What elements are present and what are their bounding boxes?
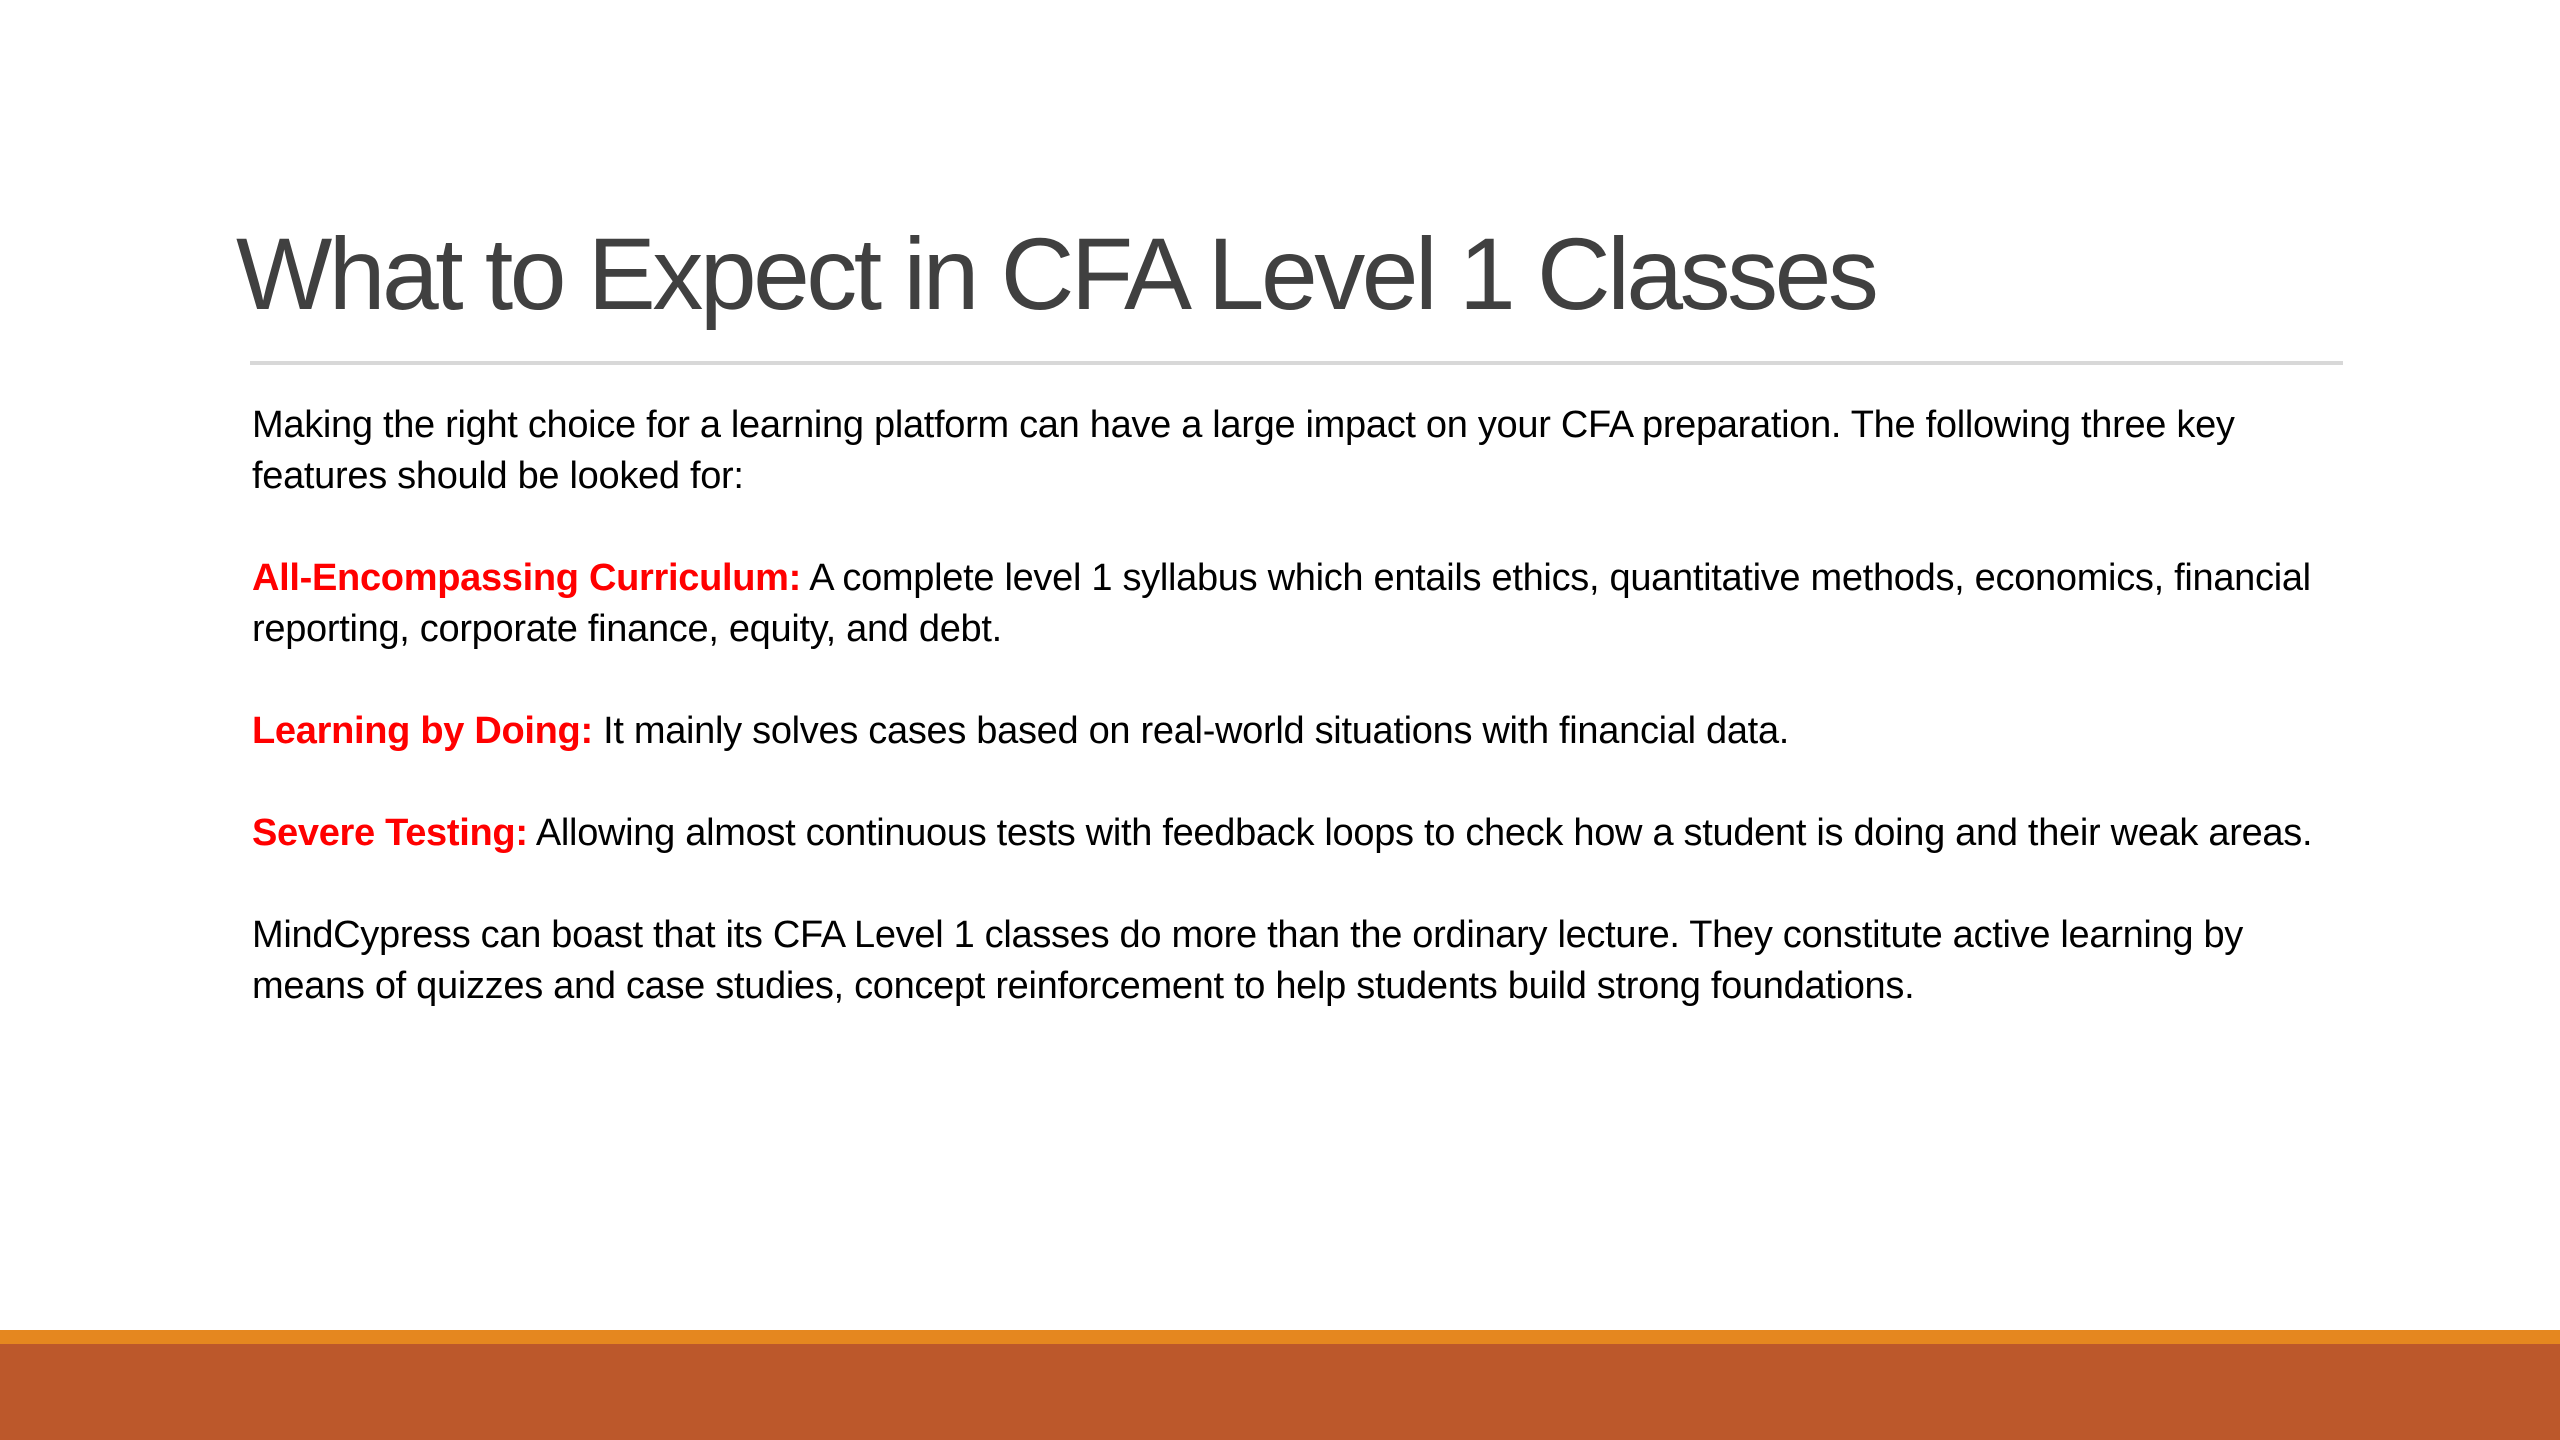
footer-accent-stripe [0,1330,2560,1344]
feature-paragraph-testing [252,808,2342,859]
feature-label: All-Encompassing Curriculum: [252,557,802,599]
feature-label: Learning by Doing: [252,710,593,752]
intro-paragraph: Making the right choice for a learning platform can have a large impact on your CFA preparation. The following three key features should be looked for: [252,404,2235,497]
slide-body [252,400,2342,1063]
feature-paragraph-curriculum [252,553,2342,655]
closing-paragraph: MindCypress can boast that its CFA Level 1 classes do more than the ordinary lecture. They constitute active learning by means of quizzes and case studies, concept reinforcement to help students build strong foundations. [252,914,2244,1007]
feature-text: Allowing almost continuous tests with feedback loops to check how a student is doing and their weak areas. [535,812,2313,854]
feature-text: It mainly solves cases based on real-world situations with financial data. [603,710,1790,752]
feature-paragraph-learning [252,706,2342,757]
footer-band [0,1344,2560,1440]
feature-label: Severe Testing: [252,812,528,854]
title-divider [250,361,2343,365]
slide-title: What to Expect in CFA Level 1 Classes [236,217,1876,331]
feature-text: A complete level 1 syllabus which entails ethics, quantitative methods, economics, financial reporting, corporate finance, equity, and debt. [252,557,2311,650]
